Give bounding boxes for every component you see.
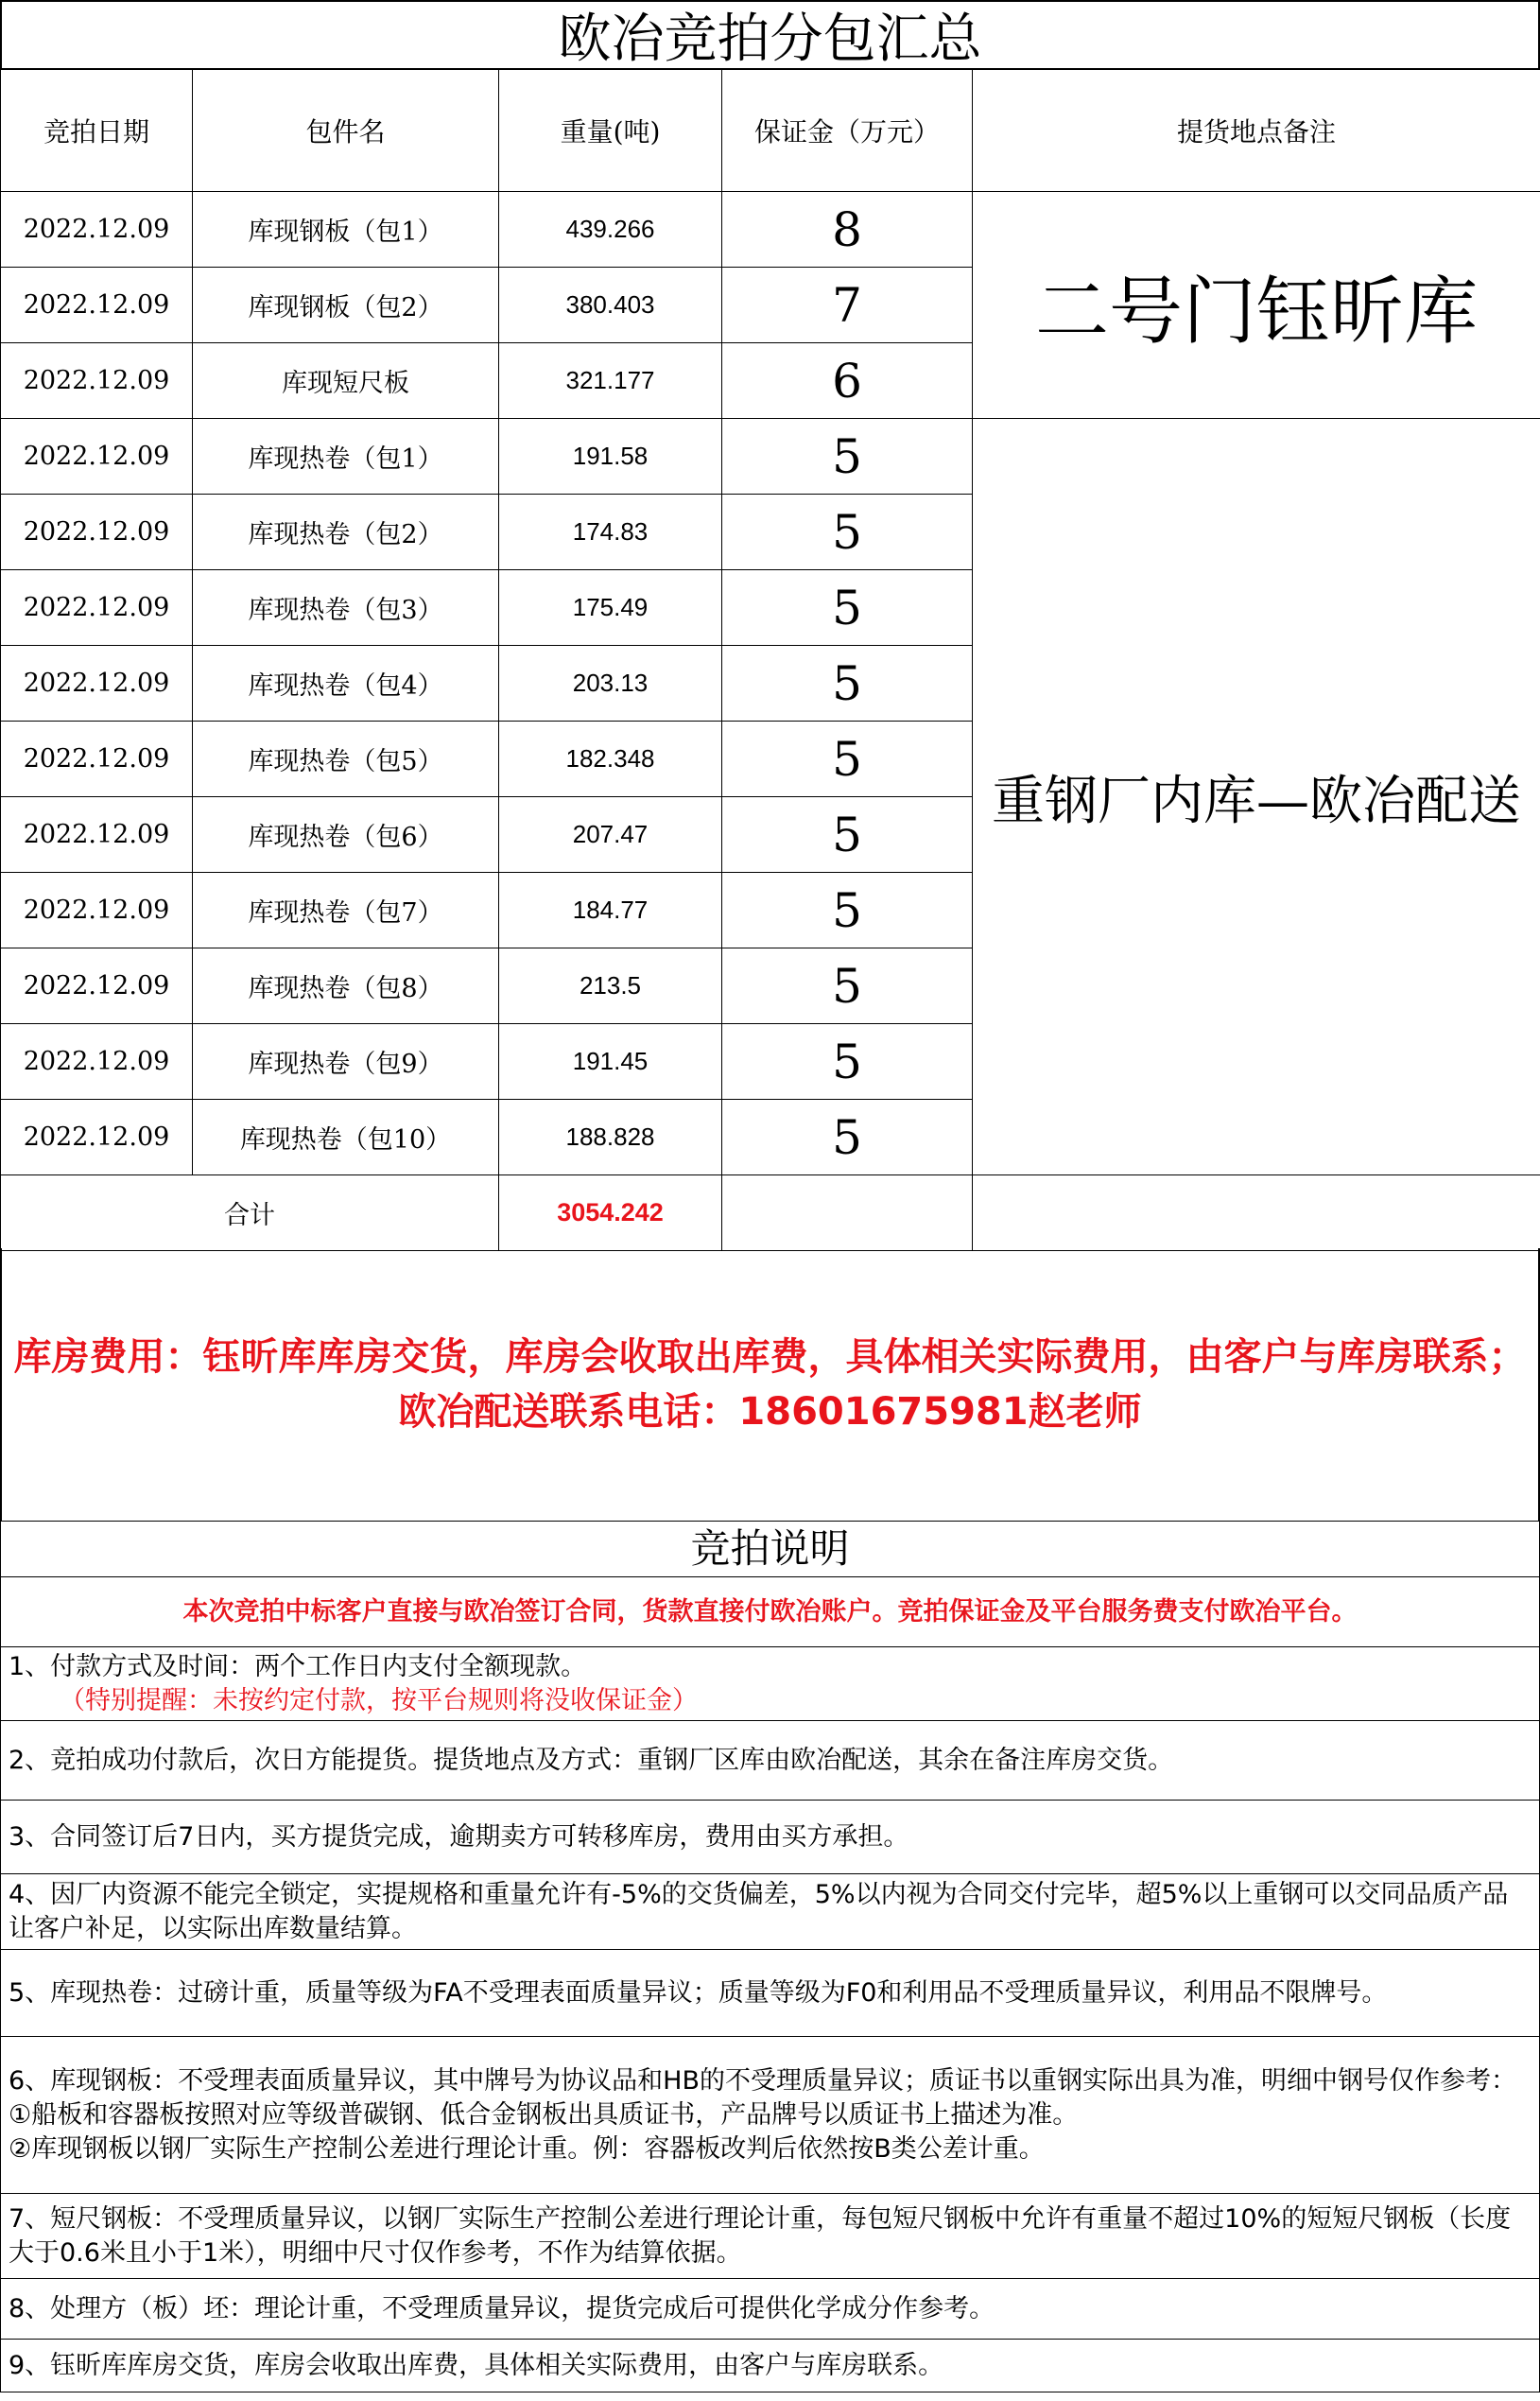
- row-name: 库现热卷（包2）: [193, 495, 499, 570]
- note-1-text: 1、付款方式及时间：两个工作日内支付全额现款。: [9, 1651, 587, 1681]
- row-deposit: 5: [722, 873, 973, 948]
- table-row: [1, 419, 1540, 495]
- row-name: 库现钢板（包2）: [193, 268, 499, 343]
- row-date: 2022.12.09: [1, 797, 193, 873]
- row-date: 2022.12.09: [1, 646, 193, 722]
- row-date: 2022.12.09: [1, 192, 193, 268]
- note-6-item-a: ①船板和容器板按照对应等级普碳钢、低合金钢板出具质证书，产品牌号以质证书上描述为准。: [9, 2099, 1079, 2130]
- row-date: 2022.12.09: [1, 495, 193, 570]
- row-weight: 207.47: [499, 797, 722, 873]
- header-name: 包件名: [193, 70, 499, 192]
- note-8: 8、处理方（板）坯：理论计重，不受理质量异议，提货完成后可提供化学成分作参考。: [0, 2279, 1540, 2340]
- table-row: [1, 192, 1540, 268]
- row-name: 库现热卷（包4）: [193, 646, 499, 722]
- row-deposit: 5: [722, 495, 973, 570]
- header-date: 竞拍日期: [1, 70, 193, 192]
- row-name: 库现热卷（包9）: [193, 1024, 499, 1100]
- row-date: 2022.12.09: [1, 570, 193, 646]
- note-6: [0, 2037, 1540, 2194]
- note-5: 5、库现热卷：过磅计重，质量等级为FA不受理表面质量异议；质量等级为F0和利用品不受理质量异议，利用品不限牌号。: [0, 1950, 1540, 2037]
- row-weight: 191.45: [499, 1024, 722, 1100]
- row-date: 2022.12.09: [1, 419, 193, 495]
- note-2: 2、竞拍成功付款后，次日方能提货。提货地点及方式：重钢厂区库由欧冶配送，其余在备注库房交货。: [0, 1721, 1540, 1801]
- row-date: 2022.12.09: [1, 1024, 193, 1100]
- note-6-text: 6、库现钢板：不受理表面质量异议，其中牌号为协议品和HB的不受理质量异议；质证书以重钢实际出具为准，明细中钢号仅作参考：: [9, 2065, 1517, 2096]
- row-weight: 380.403: [499, 268, 722, 343]
- note-9: 9、钰昕库库房交货，库房会收取出库费，具体相关实际费用，由客户与库房联系。: [0, 2340, 1540, 2392]
- row-weight: 191.58: [499, 419, 722, 495]
- location-yuxin: 二号门钰昕库: [973, 192, 1540, 419]
- header-deposit: 保证金（万元）: [722, 70, 973, 192]
- total-row: [1, 1175, 1540, 1251]
- row-weight: 321.177: [499, 343, 722, 419]
- notes-heading: 竞拍说明: [0, 1521, 1540, 1577]
- notes-banner: 本次竞拍中标客户直接与欧冶签订合同，货款直接付欧冶账户。竞拍保证金及平台服务费支付欧冶平台。: [0, 1577, 1540, 1647]
- row-name: 库现热卷（包3）: [193, 570, 499, 646]
- note-1-warning: （特别提醒：未按约定付款，按平台规则将没收保证金）: [60, 1685, 698, 1715]
- row-date: 2022.12.09: [1, 1100, 193, 1175]
- row-date: 2022.12.09: [1, 343, 193, 419]
- row-weight: 182.348: [499, 722, 722, 797]
- total-deposit-empty: [722, 1175, 973, 1251]
- row-name: 库现热卷（包1）: [193, 419, 499, 495]
- row-name: 库现热卷（包5）: [193, 722, 499, 797]
- row-name: 库现热卷（包6）: [193, 797, 499, 873]
- row-date: 2022.12.09: [1, 873, 193, 948]
- note-6-item-b: ②库现钢板以钢厂实际生产控制公差进行理论计重。例：容器板改判后依然按B类公差计重。: [9, 2133, 1045, 2164]
- total-location-empty: [973, 1175, 1540, 1251]
- row-deposit: 5: [722, 722, 973, 797]
- row-name: 库现热卷（包7）: [193, 873, 499, 948]
- row-name: 库现热卷（包10）: [193, 1100, 499, 1175]
- row-date: 2022.12.09: [1, 722, 193, 797]
- row-deposit: 8: [722, 192, 973, 268]
- row-deposit: 5: [722, 419, 973, 495]
- auction-notes: [0, 1521, 1540, 2392]
- row-deposit: 7: [722, 268, 973, 343]
- row-weight: 439.266: [499, 192, 722, 268]
- total-label: 合计: [1, 1175, 499, 1251]
- row-deposit: 5: [722, 570, 973, 646]
- row-deposit: 5: [722, 797, 973, 873]
- row-deposit: 5: [722, 1100, 973, 1175]
- location-chonggang: 重钢厂内库—欧冶配送: [973, 419, 1540, 1175]
- row-deposit: 6: [722, 343, 973, 419]
- row-weight: 188.828: [499, 1100, 722, 1175]
- row-weight: 174.83: [499, 495, 722, 570]
- page-title: 欧冶竞拍分包汇总: [0, 0, 1540, 70]
- warehouse-fee-notice: 库房费用：钰昕库库房交货，库房会收取出库费，具体相关实际费用，由客户与库房联系；欧冶配送联系电话：18601675981赵老师: [0, 1248, 1540, 1521]
- row-date: 2022.12.09: [1, 268, 193, 343]
- note-4: 4、因厂内资源不能完全锁定，实提规格和重量允许有-5%的交货偏差，5%以内视为合同交付完毕，超5%以上重钢可以交同品质产品让客户补足，以实际出库数量结算。: [0, 1874, 1540, 1950]
- row-name: 库现短尺板: [193, 343, 499, 419]
- row-date: 2022.12.09: [1, 948, 193, 1024]
- row-weight: 213.5: [499, 948, 722, 1024]
- header-weight: 重量(吨): [499, 70, 722, 192]
- row-deposit: 5: [722, 948, 973, 1024]
- header-location: 提货地点备注: [973, 70, 1540, 192]
- note-7: 7、短尺钢板：不受理质量异议，以钢厂实际生产控制公差进行理论计重，每包短尺钢板中允许有重量不超过10%的短短尺钢板（长度大于0.6米且小于1米），明细中尺寸仅作参考，不作为结算依据。: [0, 2194, 1540, 2279]
- total-weight: 3054.242: [499, 1175, 722, 1251]
- row-name: 库现钢板（包1）: [193, 192, 499, 268]
- table-header-row: [1, 70, 1540, 192]
- row-deposit: 5: [722, 646, 973, 722]
- auction-table: [0, 69, 1540, 1251]
- row-weight: 175.49: [499, 570, 722, 646]
- note-3: 3、合同签订后7日内，买方提货完成，逾期卖方可转移库房，费用由买方承担。: [0, 1801, 1540, 1874]
- row-name: 库现热卷（包8）: [193, 948, 499, 1024]
- row-deposit: 5: [722, 1024, 973, 1100]
- row-weight: 184.77: [499, 873, 722, 948]
- note-1: [0, 1647, 1540, 1721]
- row-weight: 203.13: [499, 646, 722, 722]
